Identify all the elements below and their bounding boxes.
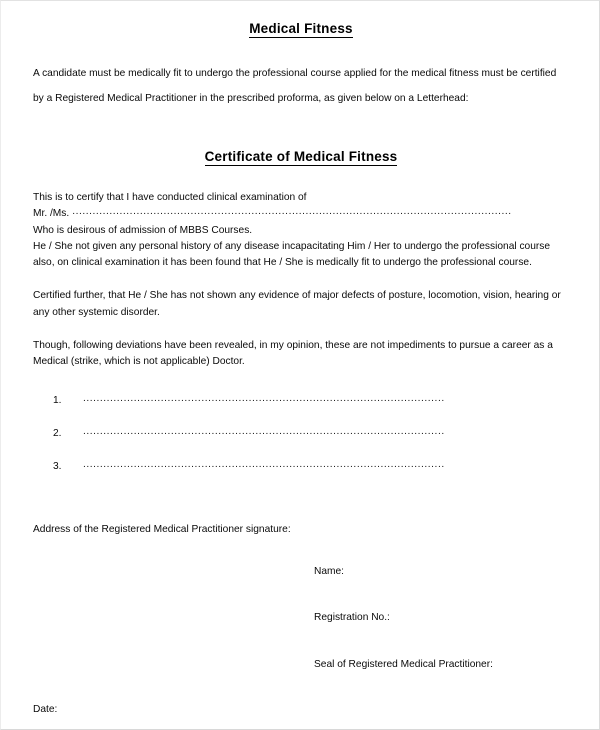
document-content (33, 1, 569, 718)
list-item-number: 3. (53, 460, 62, 472)
list-item-dotted-field[interactable]: ........................................................................................................... (83, 458, 445, 470)
date-field-label: Date: (33, 703, 58, 715)
admission-line: Who is desirous of admission of MBBS Courses. (33, 224, 253, 236)
deviations-paragraph: Though, following deviations have been revealed, in my opinion, these are not impediments to pursue a career as a Medical (strike, which is not applicable) Doctor. (33, 340, 553, 368)
certified-further-paragraph: Certified further, that He / She has not shown any evidence of major defects of posture, locomotion, vision, hearing or any other systemic disorder. (33, 290, 561, 318)
seal-field-label: Seal of Registered Medical Practitioner: (314, 658, 493, 670)
medical-history-paragraph: He / She not given any personal history of any disease incapacitating Him / Her to undergo the professional course also, on clinical examination it has been found that He / She is medically fit to undergo the professional course. (33, 240, 551, 269)
page-title (33, 1, 569, 36)
list-item-number: 2. (53, 427, 62, 439)
list-item-dotted-field[interactable]: ........................................................................................................... (83, 392, 445, 404)
intro-paragraph: A candidate must be medically fit to undergo the professional course applied for the medical fitness must be certified by a Registered Medical Practitioner in the prescribed proforma, as given below on a Letterhead: (33, 68, 557, 104)
name-field-label: Name: (314, 565, 345, 577)
certificate-title-text: Certificate of Medical Fitness (204, 149, 398, 164)
list-item-dotted-field[interactable]: ........................................................................................................... (83, 425, 445, 437)
candidate-name-label: Mr. /Ms. (33, 208, 70, 220)
list-item (33, 425, 569, 439)
registration-number-field-label: Registration No.: (314, 612, 390, 624)
candidate-name-line (33, 206, 569, 222)
list-item (33, 392, 569, 406)
page-title-text: Medical Fitness (249, 21, 353, 36)
deviation-list (33, 371, 569, 472)
certificate-title (33, 111, 569, 164)
list-item (33, 458, 569, 472)
candidate-name-dotted-field[interactable]: .................................................................................................................................. (72, 206, 512, 218)
list-item-number: 1. (53, 394, 62, 406)
address-field-label: Address of the Registered Medical Practitioner signature: (33, 523, 291, 535)
certify-line: This is to certify that I have conducted clinical examination of (33, 192, 307, 203)
